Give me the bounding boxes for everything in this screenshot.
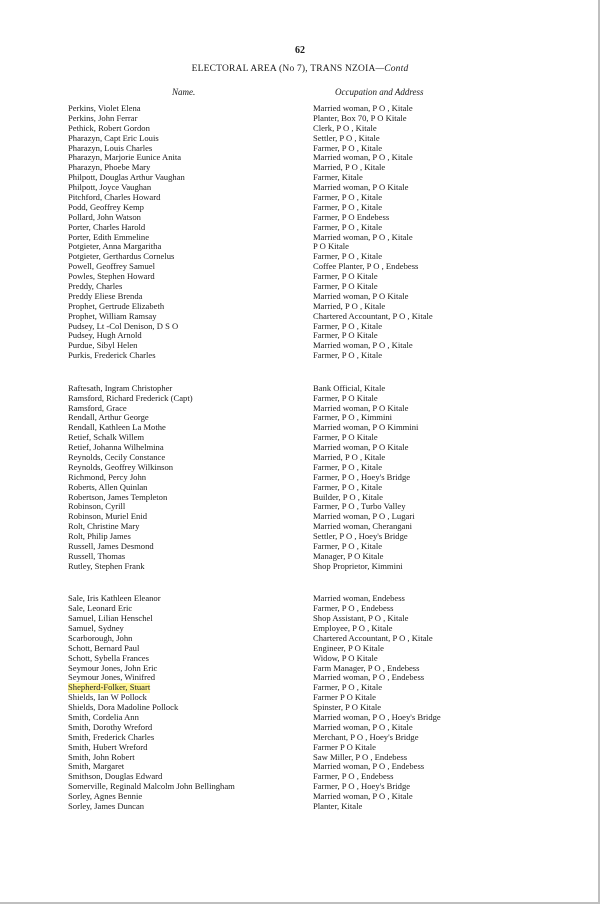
elector-occupation-address: Married woman, P O , Hoey's Bridge	[313, 711, 441, 722]
elector-occupation-address: Settler, P O , Kitale	[313, 132, 380, 143]
elector-name: Rendall, Arthur George	[68, 412, 149, 423]
elector-occupation-address: Farmer, P O , Hoey's Bridge	[313, 781, 411, 792]
elector-occupation-address: Farmer, P O , Endebess	[313, 603, 394, 614]
elector-occupation-address: Farmer, P O Kitale	[313, 281, 378, 292]
elector-name: Richmond, Percy John	[68, 471, 147, 482]
elector-occupation-address: Farmer, P O Kitale	[313, 330, 378, 341]
elector-occupation-address: Farm Manager, P O , Endebess	[313, 662, 420, 673]
elector-name: Seymour Jones, Winifred	[68, 672, 156, 683]
elector-name: Sale, Iris Kathleen Eleanor	[68, 593, 161, 604]
elector-occupation-address: Farmer, P O , Kitale	[313, 221, 383, 232]
elector-occupation-address: Married woman, Cherangani	[313, 521, 413, 532]
elector-name: Porter, Edith Emmeline	[68, 231, 150, 242]
elector-occupation-address: Farmer, P O Kitale	[313, 432, 378, 443]
elector-occupation-address: Settler, P O , Hoey's Bridge	[313, 531, 408, 542]
elector-occupation-address: Shop Assistant, P O , Kitale	[313, 613, 409, 624]
elector-name: Scarborough, John	[68, 632, 133, 643]
column-header-name: Name.	[172, 87, 196, 97]
elector-occupation-address: Planter, Box 70, P O Kitale	[313, 112, 407, 123]
elector-occupation-address: Planter, Kitale	[313, 800, 363, 811]
page-number: 62	[295, 45, 305, 56]
elector-occupation-address: Engineer, P O Kitale	[313, 642, 384, 653]
elector-name: Pharazyn, Capt Eric Louis	[68, 132, 159, 143]
elector-name: Samuel, Sydney	[68, 622, 124, 633]
elector-occupation-address: Spinster, P O Kitale	[313, 702, 382, 713]
elector-occupation-address: Farmer, Kitale	[313, 172, 363, 183]
elector-occupation-address: Chartered Accountant, P O , Kitale	[313, 632, 433, 643]
elector-occupation-address: Farmer P O Kitale	[313, 741, 376, 752]
elector-occupation-address: Coffee Planter, P O , Endebess	[313, 261, 419, 272]
letter-section	[0, 594, 600, 812]
elector-occupation-address: Farmer, P O , Kitale	[313, 541, 383, 551]
elector-name: Smith, Cordelia Ann	[68, 711, 139, 722]
elector-name: Shields, Dora Madoline Pollock	[68, 702, 179, 713]
elector-occupation-address: Chartered Accountant, P O , Kitale	[313, 310, 433, 321]
elector-name: Somerville, Reginald Malcolm John Bellingham	[68, 781, 235, 792]
elector-occupation-address: Married, P O , Kitale	[313, 451, 386, 462]
elector-name: Russell, Thomas	[68, 550, 126, 561]
elector-name: Shepherd-Folker, Stuart	[68, 682, 151, 693]
elector-occupation-address: Married woman, P O , Lugari	[313, 511, 415, 522]
elector-name: Pudsey, Hugh Arnold	[68, 330, 142, 341]
elector-name: Seymour Jones, John Eric	[68, 662, 158, 673]
elector-name: Smith, Frederick Charles	[68, 731, 155, 742]
elector-occupation-address: Farmer, P O , Kimmini	[313, 412, 393, 423]
page-title-main: ELECTORAL AREA (No 7), TRANS NZOIA	[191, 64, 376, 74]
elector-name: Perkins, Violet Elena	[68, 103, 141, 113]
page-title	[0, 64, 600, 74]
elector-row	[0, 802, 600, 812]
elector-name: Shields, Ian W Pollock	[68, 692, 147, 703]
elector-name: Russell, James Desmond	[68, 541, 154, 551]
elector-name: Purkis, Frederick Charles	[68, 350, 156, 361]
elector-occupation-address: Widow, P O Kitale	[313, 652, 378, 663]
elector-name: Robinson, Cyrill	[68, 501, 126, 512]
elector-name: Preddy Eliese Brenda	[68, 290, 143, 301]
elector-occupation-address: Married woman, P O , Kitale	[313, 152, 413, 163]
elector-occupation-address: Married woman, P O Kitale	[313, 182, 409, 193]
column-header-occupation: Occupation and Address	[335, 87, 424, 97]
elector-occupation-address: Married woman, P O Kimmini	[313, 422, 419, 433]
elector-name: Retief, Johanna Wilhelmina	[68, 442, 164, 453]
elector-occupation-address: Farmer, P O , Kitale	[313, 142, 383, 153]
elector-name: Pitchford, Charles Howard	[68, 192, 161, 203]
elector-occupation-address: Farmer, P O , Kitale	[313, 320, 383, 331]
elector-occupation-address: Farmer, P O , Kitale	[313, 192, 383, 203]
elector-name: Rendall, Kathleen La Mothe	[68, 422, 166, 433]
elector-occupation-address: Employee, P O , Kitale	[313, 622, 393, 633]
elector-occupation-address: Farmer, P O Kitale	[313, 271, 378, 282]
letter-section	[0, 104, 600, 361]
elector-row	[0, 351, 600, 361]
elector-name: Perkins, John Ferrar	[68, 112, 138, 123]
elector-name: Philpott, Joyce Vaughan	[68, 182, 152, 193]
elector-occupation-address: Farmer, P O Kitale	[313, 392, 378, 403]
elector-occupation-address: Married woman, P O Kitale	[313, 442, 409, 453]
elector-name: Powell, Geoffrey Samuel	[68, 261, 155, 272]
elector-name: Pharazyn, Marjorie Eunice Anita	[68, 152, 182, 163]
elector-occupation-address: Farmer P O Kitale	[313, 692, 376, 703]
elector-name: Ramsford, Grace	[68, 402, 127, 413]
elector-occupation-address: Farmer, P O , Kitale	[313, 251, 383, 262]
elector-occupation-address: Saw Miller, P O , Endebess	[313, 751, 408, 762]
elector-name: Smith, John Robert	[68, 751, 135, 762]
elector-name: Rolt, Philip James	[68, 531, 131, 542]
elector-name: Pharazyn, Phoebe Mary	[68, 162, 151, 173]
elector-occupation-address: Married woman, P O , Kitale	[313, 231, 413, 242]
elector-name: Smith, Dorothy Wreford	[68, 721, 153, 732]
elector-list	[0, 104, 600, 812]
elector-row	[0, 562, 600, 572]
elector-occupation-address: Manager, P O Kitale	[313, 550, 384, 561]
elector-occupation-address: Married woman, P O Kitale	[313, 402, 409, 413]
elector-name: Purdue, Sibyl Helen	[68, 340, 138, 351]
elector-name: Sale, Leonard Eric	[68, 603, 133, 614]
elector-name: Porter, Charles Harold	[68, 221, 146, 232]
letter-section	[0, 384, 600, 572]
elector-occupation-address: P O Kitale	[313, 241, 349, 252]
elector-name: Samuel, Lilian Henschel	[68, 613, 153, 624]
elector-name: Preddy, Charles	[68, 281, 123, 292]
elector-name: Rutley, Stephen Frank	[68, 560, 145, 571]
elector-occupation-address: Farmer, P O , Turbo Valley	[313, 501, 406, 512]
elector-name: Pharazyn, Louis Charles	[68, 142, 153, 153]
elector-occupation-address: Married woman, P O , Kitale	[313, 103, 413, 113]
elector-occupation-address: Farmer, P O , Hoey's Bridge	[313, 471, 411, 482]
elector-occupation-address: Bank Official, Kitale	[313, 382, 386, 393]
elector-occupation-address: Married, P O , Kitale	[313, 300, 386, 311]
elector-occupation-address: Farmer, P O , Kitale	[313, 350, 383, 361]
elector-name: Schott, Sybella Frances	[68, 652, 149, 663]
elector-occupation-address: Married woman, Endebess	[313, 593, 405, 604]
elector-name: Pudsey, Lt -Col Denison, D S O	[68, 320, 179, 331]
elector-occupation-address: Shop Proprietor, Kimmini	[313, 560, 403, 571]
elector-name: Sorley, Agnes Bennie	[68, 791, 143, 802]
elector-name: Prophet, William Ramsay	[68, 310, 157, 321]
elector-name: Ramsford, Richard Frederick (Capt)	[68, 392, 193, 403]
elector-occupation-address: Married woman, P O , Endebess	[313, 672, 425, 683]
elector-name: Reynolds, Geoffrey Wilkinson	[68, 461, 174, 472]
elector-occupation-address: Married woman, P O , Kitale	[313, 791, 413, 802]
elector-name: Pollard, John Watson	[68, 211, 141, 222]
elector-name: Reynolds, Cecily Constance	[68, 451, 166, 462]
elector-occupation-address: Married woman, P O , Kitale	[313, 721, 413, 732]
elector-name: Retief, Schalk Willem	[68, 432, 145, 443]
elector-name: Philpott, Douglas Arthur Vaughan	[68, 172, 185, 183]
elector-occupation-address: Married woman, P O , Kitale	[313, 340, 413, 351]
elector-name: Schott, Bernard Paul	[68, 642, 140, 653]
elector-name: Smith, Hubert Wreford	[68, 741, 148, 752]
page-title-contd: —Contd	[375, 64, 409, 74]
elector-name: Powles, Stephen Howard	[68, 271, 155, 282]
elector-occupation-address: Farmer, P O , Kitale	[313, 461, 383, 472]
elector-occupation-address: Farmer, P O , Kitale	[313, 682, 383, 693]
elector-name: Sorley, James Duncan	[68, 800, 145, 811]
elector-name: Rolt, Christine Mary	[68, 521, 140, 532]
elector-name: Roberts, Allen Quinlan	[68, 481, 148, 492]
elector-occupation-address: Married woman, P O , Endebess	[313, 761, 425, 772]
elector-occupation-address: Clerk, P O , Kitale	[313, 122, 377, 133]
elector-name: Prophet, Gertrude Elizabeth	[68, 300, 165, 311]
elector-occupation-address: Married, P O , Kitale	[313, 162, 386, 173]
elector-occupation-address: Farmer, P O , Kitale	[313, 201, 383, 212]
elector-occupation-address: Farmer, P O Endebess	[313, 211, 390, 222]
elector-name: Podd, Geoffrey Kemp	[68, 201, 144, 212]
elector-name: Potgieter, Anna Margaritha	[68, 241, 162, 252]
elector-occupation-address: Builder, P O , Kitale	[313, 491, 383, 502]
elector-name: Robinson, Muriel Enid	[68, 511, 148, 522]
elector-occupation-address: Merchant, P O , Hoey's Bridge	[313, 731, 419, 742]
elector-name: Potgieter, Gerthardus Cornelus	[68, 251, 175, 262]
elector-name: Pethick, Robert Gordon	[68, 122, 150, 133]
elector-occupation-address: Farmer, P O , Endebess	[313, 771, 394, 782]
elector-name: Robertson, James Templeton	[68, 491, 168, 502]
elector-name: Smith, Margaret	[68, 761, 125, 772]
elector-occupation-address: Married woman, P O Kitale	[313, 290, 409, 301]
elector-name: Smithson, Douglas Edward	[68, 771, 163, 782]
elector-name: Raftesath, Ingram Christopher	[68, 382, 173, 393]
elector-occupation-address: Farmer, P O , Kitale	[313, 481, 383, 492]
